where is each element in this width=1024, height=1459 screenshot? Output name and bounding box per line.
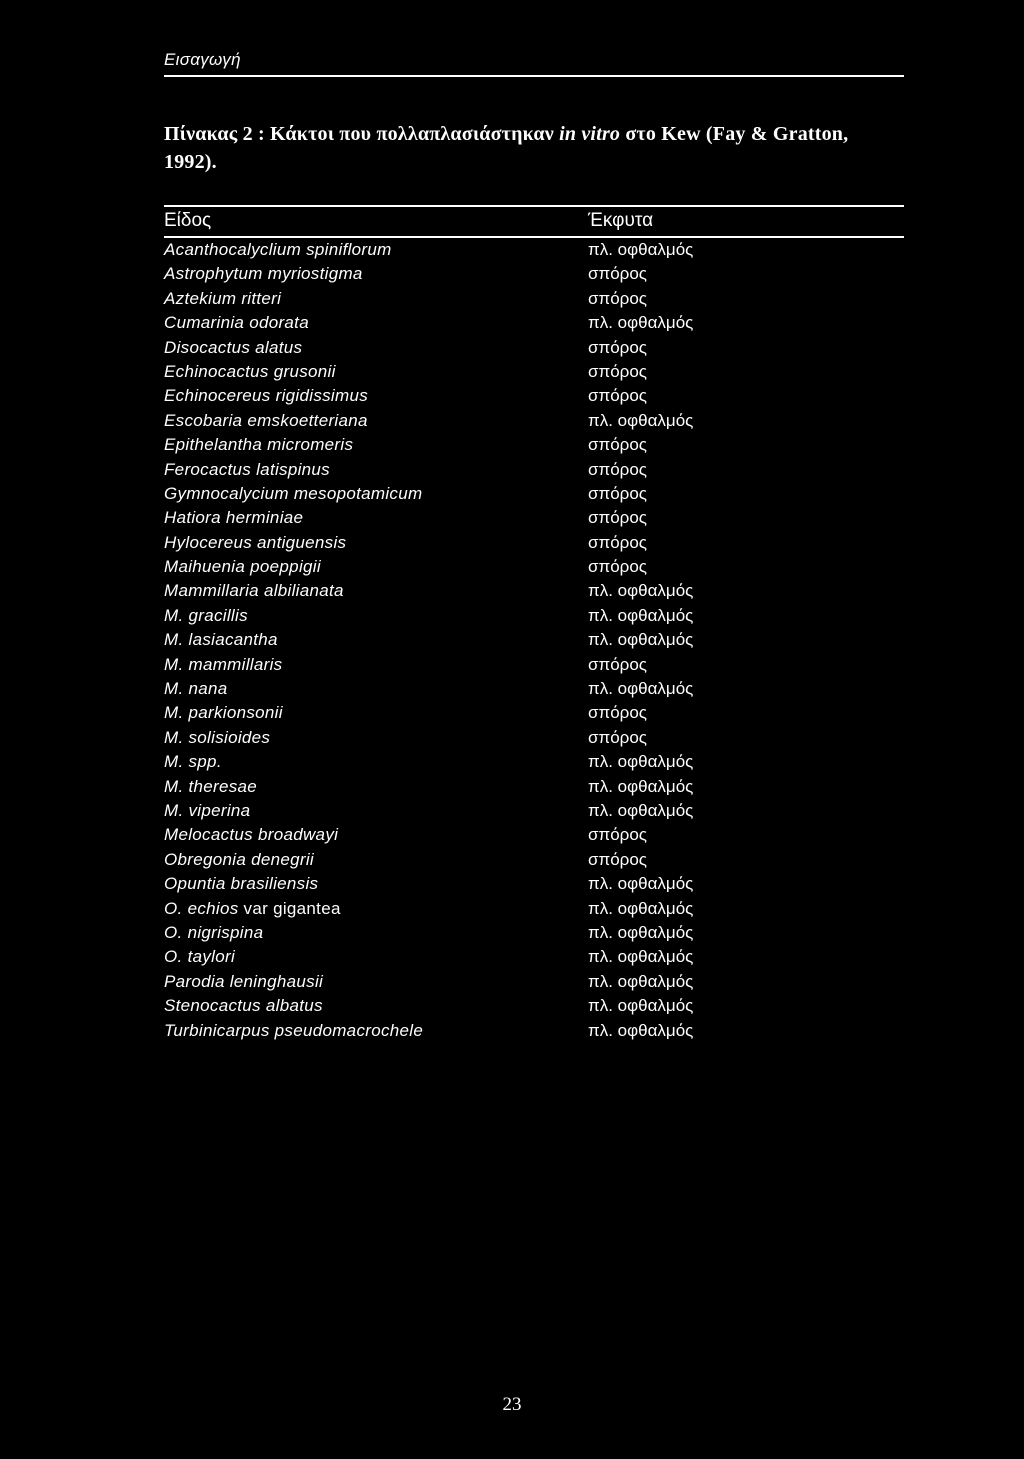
explant-cell: σπόρος	[588, 703, 647, 723]
section-title: Εισαγωγή	[164, 50, 241, 69]
species-cell	[164, 360, 336, 384]
species-cell	[164, 604, 248, 628]
explant-cell: σπόρος	[588, 532, 647, 552]
species-cell	[164, 994, 323, 1018]
species-cell	[164, 287, 281, 311]
species-name: Opuntia brasiliensis	[164, 874, 319, 894]
table-row	[164, 336, 904, 360]
table-row	[164, 287, 904, 311]
table-row	[164, 970, 904, 994]
table-row	[164, 750, 904, 774]
explant-cell: σπόρος	[588, 435, 647, 455]
table-row	[164, 262, 904, 286]
table-row	[164, 897, 904, 921]
species-cell	[164, 262, 363, 286]
species-name: Stenocactus albatus	[164, 996, 323, 1016]
table-row	[164, 238, 904, 262]
table-row	[164, 433, 904, 457]
species-name: Parodia leninghausii	[164, 971, 324, 991]
species-cell	[164, 750, 222, 774]
species-name: Obregonia denegrii	[164, 849, 314, 869]
table-row	[164, 1019, 904, 1043]
explant-cell: σπόρος	[588, 849, 647, 869]
species-name: Echinocereus rigidissimus	[164, 386, 369, 406]
species-name: Gymnocalycium mesopotamicum	[164, 483, 423, 503]
species-name: M. solisioides	[164, 727, 271, 747]
species-cell	[164, 238, 392, 262]
explant-cell: πλ. οφθαλμός	[588, 971, 694, 991]
explant-cell: πλ. οφθαλμός	[588, 679, 694, 699]
column-header-source: Έκφυτα	[588, 210, 654, 231]
species-cell	[164, 409, 368, 433]
table-row	[164, 458, 904, 482]
table-row	[164, 482, 904, 506]
caption-suffix: στο Kew (Fay & Gratton, 1992).	[164, 123, 849, 173]
column-header-species: Είδος	[164, 210, 212, 231]
explant-cell: σπόρος	[588, 288, 647, 308]
species-cell	[164, 336, 302, 360]
species-cell	[164, 897, 341, 921]
species-name: Cumarinia odorata	[164, 313, 309, 333]
explant-cell: σπόρος	[588, 337, 647, 357]
species-cell	[164, 726, 270, 750]
explant-cell: πλ. οφθαλμός	[588, 922, 694, 942]
table-row	[164, 921, 904, 945]
species-cell	[164, 1019, 423, 1043]
table-row	[164, 531, 904, 555]
species-cell	[164, 458, 330, 482]
species-name: Mammillaria albilianata	[164, 581, 344, 601]
explant-cell: σπόρος	[588, 459, 647, 479]
table-row	[164, 726, 904, 750]
species-cell	[164, 628, 278, 652]
species-cell	[164, 701, 283, 725]
explant-cell: πλ. οφθαλμός	[588, 1020, 694, 1040]
species-name: Epithelantha micromeris	[164, 435, 354, 455]
table-row	[164, 994, 904, 1018]
explant-cell: πλ. οφθαλμός	[588, 605, 694, 625]
species-cell	[164, 482, 422, 506]
species-name: Turbinicarpus pseudomacrochele	[164, 1020, 424, 1040]
species-name: O. echios	[164, 898, 239, 918]
species-name: Ferocactus latispinus	[164, 459, 330, 479]
species-name: Disocactus alatus	[164, 337, 303, 357]
explant-cell: σπόρος	[588, 361, 647, 381]
explant-cell: σπόρος	[588, 557, 647, 577]
table-row	[164, 579, 904, 603]
species-table-body	[164, 238, 904, 1043]
explant-cell: πλ. οφθαλμός	[588, 898, 694, 918]
explant-cell: πλ. οφθαλμός	[588, 800, 694, 820]
species-name: O. taylori	[164, 947, 236, 967]
species-name: M. viperina	[164, 800, 251, 820]
caption-italic: in vitro	[559, 123, 621, 145]
species-cell	[164, 921, 263, 945]
species-cell	[164, 311, 309, 335]
species-name: Hatiora herminiae	[164, 508, 304, 528]
species-name: Acanthocalyclium spiniflorum	[164, 240, 392, 259]
table-row	[164, 701, 904, 725]
table-row	[164, 677, 904, 701]
table-row	[164, 799, 904, 823]
table-row	[164, 360, 904, 384]
species-variety: var gigantea	[243, 898, 341, 918]
explant-cell: σπόρος	[588, 386, 647, 406]
table-row	[164, 848, 904, 872]
species-name: M. mammillaris	[164, 654, 283, 674]
species-cell	[164, 970, 323, 994]
species-cell	[164, 384, 368, 408]
species-cell	[164, 872, 318, 896]
species-name: Melocactus broadwayi	[164, 825, 339, 845]
species-name: M. theresae	[164, 776, 258, 796]
species-name: M. nana	[164, 679, 228, 699]
explant-cell: σπόρος	[588, 727, 647, 747]
species-name: Astrophytum myriostigma	[164, 264, 363, 284]
header-divider	[164, 75, 904, 77]
table-row	[164, 775, 904, 799]
table-row	[164, 409, 904, 433]
species-name: Hylocereus antiguensis	[164, 532, 347, 552]
table-row	[164, 653, 904, 677]
species-name: M. lasiacantha	[164, 630, 278, 650]
explant-cell: πλ. οφθαλμός	[588, 947, 694, 967]
table-row	[164, 604, 904, 628]
species-cell	[164, 555, 321, 579]
explant-cell: σπόρος	[588, 264, 647, 284]
table-row	[164, 384, 904, 408]
table-row	[164, 823, 904, 847]
species-name: Escobaria emskoetteriana	[164, 410, 368, 430]
species-cell	[164, 506, 303, 530]
species-name: M. spp.	[164, 752, 222, 772]
species-name: Echinocactus grusonii	[164, 361, 336, 381]
table-row	[164, 628, 904, 652]
explant-cell: σπόρος	[588, 654, 647, 674]
species-name: O. nigrispina	[164, 922, 264, 942]
explant-cell: σπόρος	[588, 483, 647, 503]
explant-cell: πλ. οφθαλμός	[588, 581, 694, 601]
species-cell	[164, 799, 250, 823]
species-name: Maihuenia poeppigii	[164, 557, 321, 577]
explant-cell: πλ. οφθαλμός	[588, 630, 694, 650]
species-cell	[164, 433, 353, 457]
species-name: M. gracillis	[164, 605, 248, 625]
explant-cell: σπόρος	[588, 508, 647, 528]
explant-cell: πλ. οφθαλμός	[588, 996, 694, 1016]
table-row	[164, 945, 904, 969]
explant-cell: πλ. οφθαλμός	[588, 410, 694, 430]
explant-cell: σπόρος	[588, 825, 647, 845]
explant-cell: πλ. οφθαλμός	[588, 776, 694, 796]
table-row	[164, 506, 904, 530]
caption-prefix: Πίνακας 2 : Κάκτοι που πολλαπλασιάστηκαν	[164, 123, 554, 145]
species-cell	[164, 531, 346, 555]
table-row	[164, 555, 904, 579]
table-top-rule	[164, 205, 904, 207]
page-number: 23	[502, 1394, 522, 1415]
species-name: M. parkionsonii	[164, 703, 283, 723]
explant-cell: πλ. οφθαλμός	[588, 313, 694, 333]
table-row	[164, 872, 904, 896]
explant-cell: πλ. οφθαλμός	[588, 240, 694, 259]
species-cell	[164, 848, 314, 872]
species-cell	[164, 677, 228, 701]
species-cell	[164, 775, 257, 799]
species-cell	[164, 945, 235, 969]
table-caption	[164, 120, 904, 176]
species-cell	[164, 579, 344, 603]
species-cell	[164, 823, 338, 847]
explant-cell: πλ. οφθαλμός	[588, 874, 694, 894]
explant-cell: πλ. οφθαλμός	[588, 752, 694, 772]
species-cell	[164, 653, 282, 677]
species-name: Aztekium ritteri	[164, 288, 282, 308]
table-row	[164, 311, 904, 335]
